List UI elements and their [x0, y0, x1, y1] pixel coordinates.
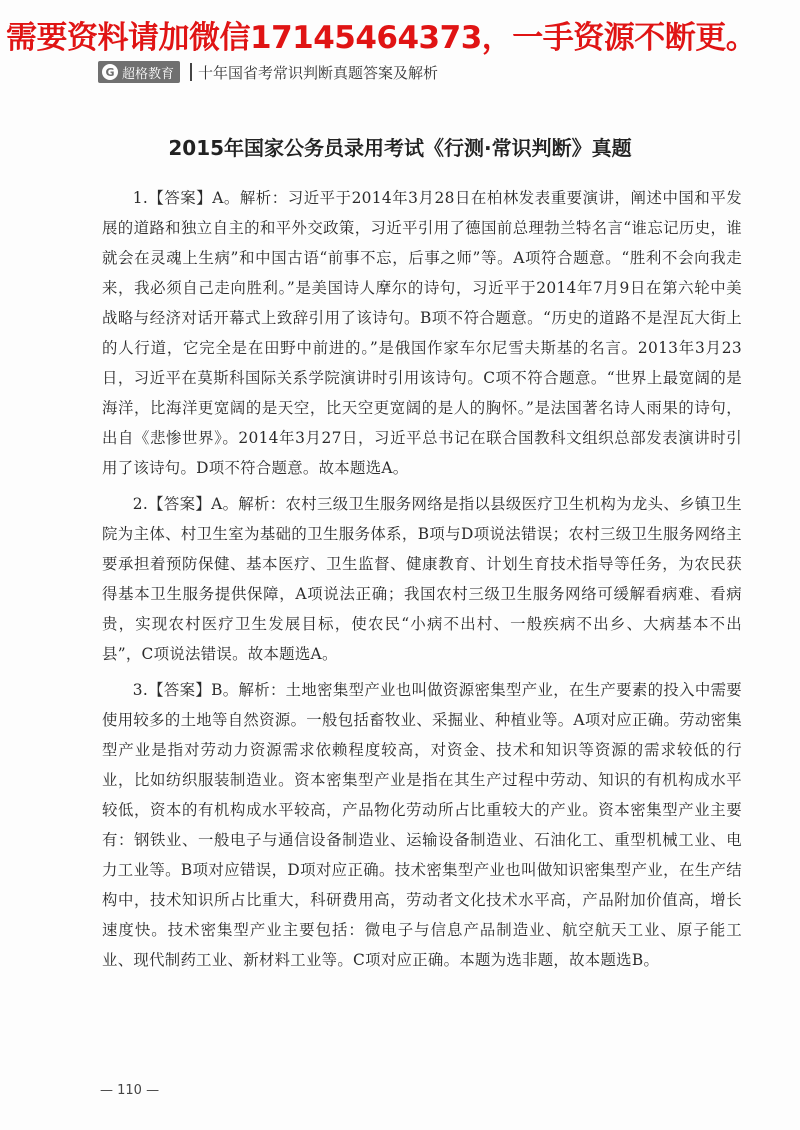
publisher-logo: [98, 61, 180, 83]
logo-text: 超格教育: [122, 66, 175, 82]
book-subtitle: 十年国省考常识判断真题答案及解析: [198, 63, 439, 82]
page-title: 2015年国家公务员录用考试《行测·常识判断》真题: [168, 136, 632, 160]
answer-paragraph-1: 1.【答案】A。解析：习近平于2014年3月28日在柏林发表重要演讲，阐述中国和平发展的道路和独立自主的和平外交政策，习近平引用了德国前总理勃兰特名言“谁忘记历史，谁就会在灵魂上生病”和中国古语“前事不忘，后事之师”等。A项符合题意。“胜利不会向我走来，我必须自己走向胜利。”是美国诗人摩尔的诗句，习近平于2014年7月9日在第六轮中美战略与经济对话开幕式上致辞引用了该诗句。B项不符合题意。“历史的道路不是涅瓦大街上的人行道，它完全是在田野中前进的。”是俄国作家车尔尼雪夫斯基的名言。2013年3月23日，习近平在莫斯科国际关系学院演讲时引用该诗句。C项不符合题意。“世界上最宽阔的是海洋，比海洋更宽阔的是天空，比天空更宽阔的是人的胸怀。”是法国著名诗人雨果的诗句，出自《悲惨世界》。2014年3月27日，习近平总书记在联合国教科文组织总部发表演讲时引用了该诗句。D项不符合题意。故本题选A。: [102, 189, 742, 477]
header-divider: [190, 63, 192, 81]
answer-paragraph-3: 3.【答案】B。解析：土地密集型产业也叫做资源密集型产业，在生产要素的投入中需要使用较多的土地等自然资源。一般包括畜牧业、采掘业、种植业等。A项对应正确。劳动密集型产业是指对劳动力资源需求依赖程度较高，对资金、技术和知识等资源的需求较低的行业，比如纺织服装制造业。资本密集型产业是指在其生产过程中劳动、知识的有机构成水平较低，资本的有机构成水平较高，产品物化劳动所占比重较大的产业。资本密集型产业主要有：钢铁业、一般电子与通信设备制造业、运输设备制造业、石油化工、重型机械工业、电力工业等。B项对应错误，D项对应正确。技术密集型产业也叫做知识密集型产业，在生产结构中，技术知识所占比重大，科研费用高，劳动者文化技术水平高，产品附加价值高，增长速度快。技术密集型产业主要包括：微电子与信息产品制造业、航空航天工业、原子能工业、现代制药工业、新材料工业等。C项对应正确。本题为选非题，故本题选B。: [102, 681, 742, 969]
page-number: — 110 —: [100, 1083, 160, 1098]
ge-logo-icon: G: [102, 64, 118, 80]
page-header: [98, 60, 438, 84]
answer-paragraph-2: 2.【答案】A。解析：农村三级卫生服务网络是指以县级医疗卫生机构为龙头、乡镇卫生院为主体、村卫生室为基础的卫生服务体系，B项与D项说法错误；农村三级卫生服务网络主要承担着预防保健、基本医疗、卫生监督、健康教育、计划生育技术指导等任务，为农民获得基本卫生服务提供保障，A项说法正确；我国农村三级卫生服务网络可缓解看病难、看病贵，实现农村医疗卫生发展目标，使农民“小病不出村、一般疾病不出乡、大病基本不出县”，C项说法错误。故本题选A。: [102, 495, 742, 663]
wechat-banner: 需要资料请加微信17145464373，一手资源不断更。: [6, 20, 757, 56]
answer-content: [102, 183, 742, 981]
